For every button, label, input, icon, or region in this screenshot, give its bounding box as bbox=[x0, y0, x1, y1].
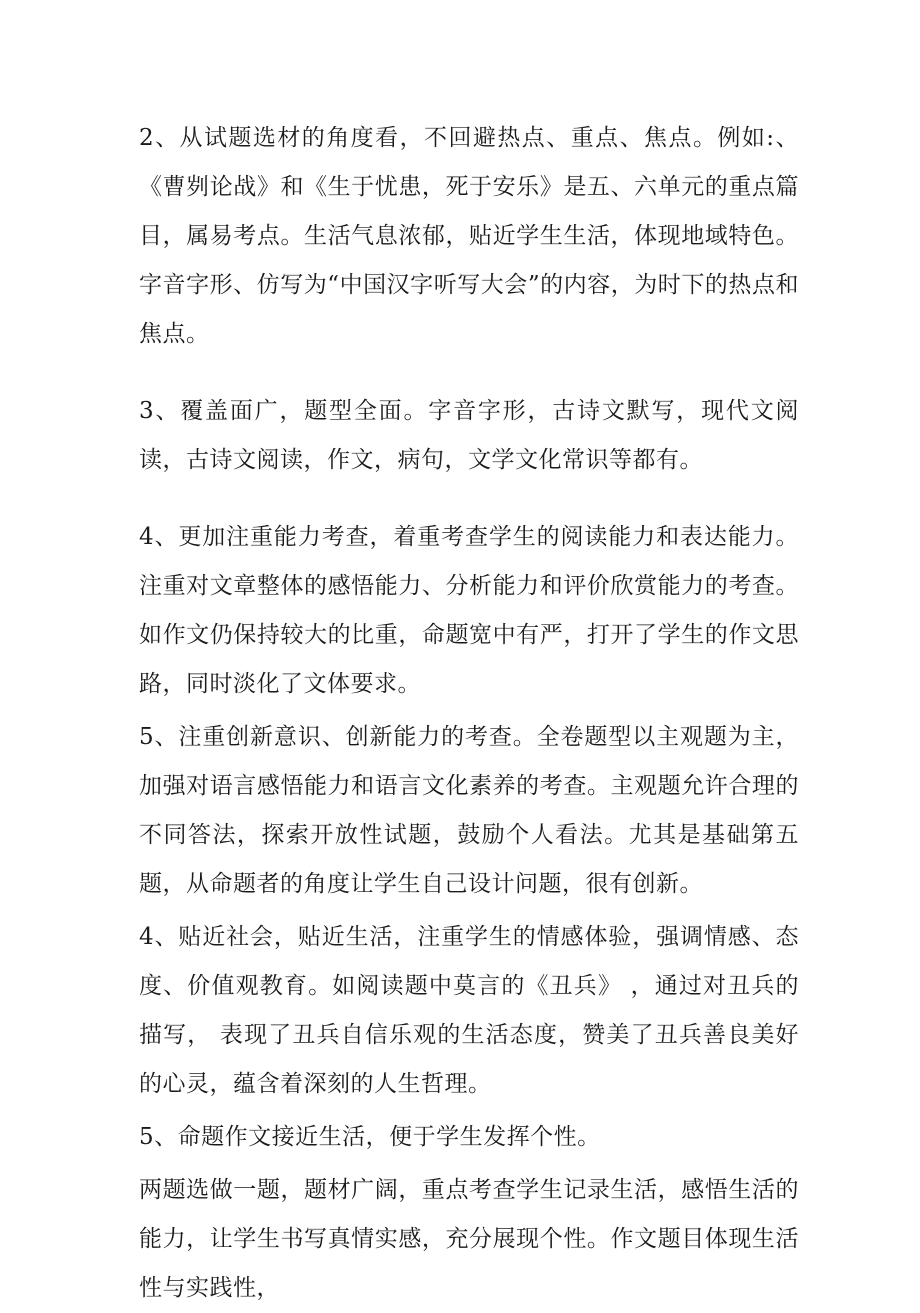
paragraph-coverage: 3、覆盖面广，题型全面。字音字形，古诗文默写，现代文阅读，古诗文阅读，作文，病句，文学文化常识等都有。 bbox=[139, 398, 799, 473]
paragraph-composition-topic: 5、命题作文接近生活，便于学生发挥个性。 bbox=[139, 1124, 601, 1150]
paragraph-social-life: 4、贴近社会，贴近生活，注重学生的情感体验，强调情感、态度、价值观教育。如阅读题中莫言的《丑兵》 ，通过对丑兵的描写， 表现了丑兵自信乐观的生活态度，赞美了丑兵善良美好的心灵，蕴含着深刻的人生哲理。 bbox=[139, 924, 799, 1097]
document-body bbox=[139, 114, 799, 1313]
paragraph-composition-detail: 两题选做一题，题材广阔，重点考查学生记录生活，感悟生活的能力，让学生书写真情实感，充分展现个性。作文题目体现生活性与实践性， bbox=[139, 1177, 799, 1301]
paragraph-innovation: 5、注重创新意识、创新能力的考查。全卷题型以主观题为主， 加强对语言感悟能力和语言文化素养的考查。主观题允许合理的不同答法，探索开放性试题，鼓励个人看法。尤其是基础第五题，从命题者的角度让学生自己设计问题，很有创新。 bbox=[139, 724, 799, 897]
paragraph-ability-assessment: 4、更加注重能力考查，着重考查学生的阅读能力和表达能力。注重对文章整体的感悟能力、分析能力和评价欣赏能力的考查。如作文仍保持较大的比重，命题宽中有严，打开了学生的作文思路，同时淡化了文体要求。 bbox=[139, 524, 799, 697]
paragraph-selection-hotspots: 2、从试题选材的角度看，不回避热点、重点、焦点。例如:、《曹刿论战》和《生于忧患，死于安乐》是五、六单元的重点篇目，属易考点。生活气息浓郁，贴近学生生活，体现地域特色。字音字形、仿写为“中国汉字听写大会”的内容，为时下的热点和焦点。 bbox=[139, 125, 799, 347]
